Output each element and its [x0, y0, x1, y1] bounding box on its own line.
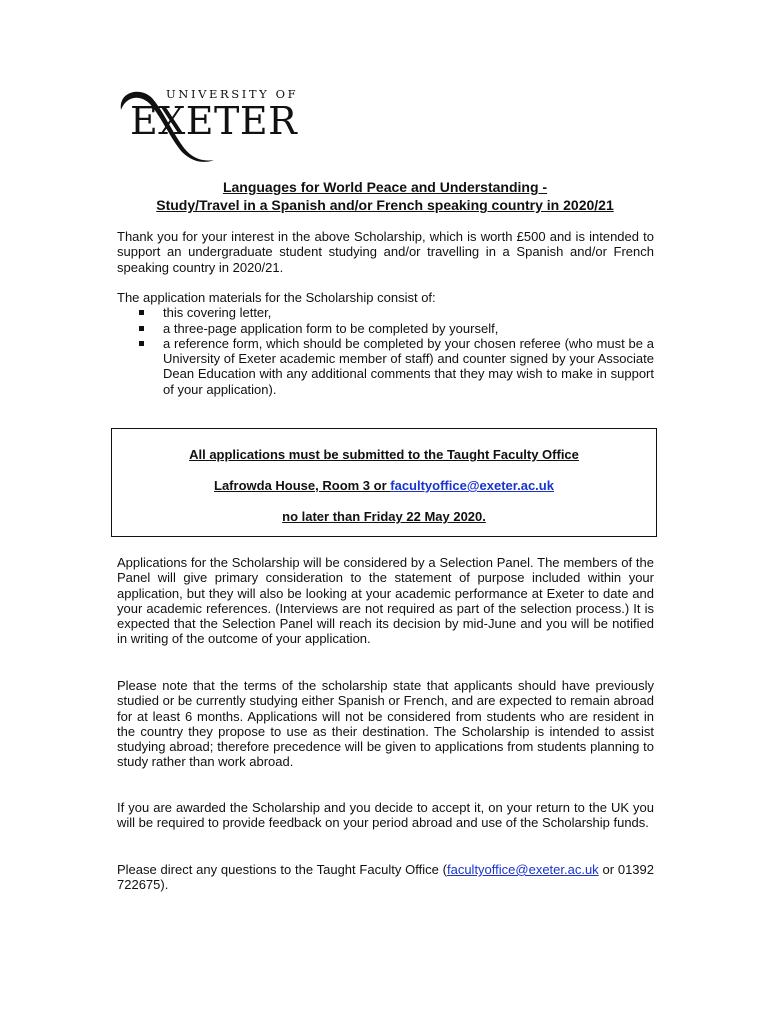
materials-lead: The application materials for the Scholarship consist of: — [117, 290, 436, 305]
questions-section — [117, 862, 654, 893]
list-item-text: a reference form, which should be completed by your chosen referee (who must be a University of Exeter academic member of staff) and counter signed by your Associate Dean Education with any additional comments that they may wish to make in support of your application). — [163, 335, 654, 397]
questions-email-link[interactable]: facultyoffice@exeter.ac.uk — [446, 862, 599, 877]
bullet-icon — [139, 341, 144, 346]
bullet-icon — [139, 310, 144, 315]
questions-prefix: Please direct any questions to the Taught Faculty Office ( — [117, 862, 447, 877]
list-item — [117, 305, 654, 320]
notice-line-2 — [112, 478, 656, 493]
questions-suffix: or 01392 722675). — [117, 862, 654, 893]
intro-paragraph: Thank you for your interest in the above Scholarship, which is worth £500 and is intended to support an undergraduate student studying and/or travelling in a Spanish and/or French speaking country in 2020/21. — [117, 229, 654, 275]
notice-location: Lafrowda House, Room 3 or — [214, 478, 391, 493]
award-paragraph: If you are awarded the Scholarship and you decide to accept it, on your return to the UK you will be required to provide feedback on your period abroad and use of the Scholarship funds. — [117, 800, 654, 831]
document-title — [90, 178, 680, 214]
list-item — [117, 336, 654, 397]
terms-section — [117, 678, 654, 770]
list-item-text: this covering letter, — [163, 305, 272, 321]
bullet-icon — [139, 326, 144, 331]
selection-paragraph: Applications for the Scholarship will be considered by a Selection Panel. The members of the Panel will give primary consideration to the statement of purpose included within your application, but they will also be looking at your academic performance at Exeter to date and your academic references. (Interviews are not required as part of the selection process.) It is expected that the Selection Panel will reach its decision by mid-June and you will be notified in writing of the outcome of your application. — [117, 555, 654, 647]
submission-notice-box — [111, 428, 657, 537]
logo-main-text: EXETER — [130, 99, 298, 143]
title-line-1: Languages for World Peace and Understanding - — [222, 179, 548, 195]
selection-section — [117, 555, 654, 647]
exeter-logo-graphic — [118, 82, 323, 166]
terms-paragraph: Please note that the terms of the scholarship state that applicants should have previously studied or be currently studying either Spanish or French, and are expected to remain abroad for at least 6 months. Applications will not be considered from students who are resident in the country they propose to use as their destination. The Scholarship is intended to assist studying abroad; therefore precedence will be given to applications from students planning to study rather than work abroad. — [117, 678, 654, 770]
notice-line-1: All applications must be submitted to the Taught Faculty Office — [189, 447, 579, 462]
list-item — [117, 321, 654, 336]
list-item-text: a three-page application form to be completed by yourself, — [163, 320, 499, 336]
award-section — [117, 800, 654, 831]
title-line-2: Study/Travel in a Spanish and/or French speaking country in 2020/21 — [156, 197, 614, 213]
notice-email-link[interactable]: facultyoffice@exeter.ac.uk — [390, 478, 554, 493]
logo-top-text: UNIVERSITY OF — [166, 87, 299, 101]
intro-section — [117, 229, 654, 275]
questions-paragraph — [117, 862, 654, 893]
university-logo — [118, 82, 323, 166]
materials-section — [117, 290, 654, 397]
materials-list — [117, 305, 654, 397]
notice-deadline: no later than Friday 22 May 2020. — [282, 509, 486, 524]
